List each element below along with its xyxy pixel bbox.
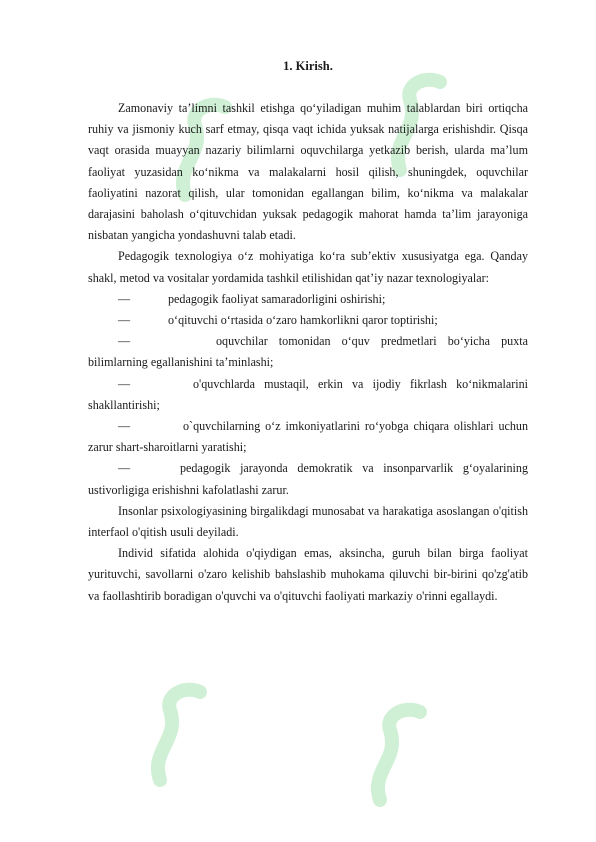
list-item <box>88 310 528 331</box>
list-item <box>88 374 528 416</box>
list-item-text: oquvchilar tomonidan o‘quv predmetlari bo‘yicha puxta bilimlarning egallanishini ta’minlashi; <box>88 334 528 370</box>
paragraph-intro: Zamonaviy ta’limni tashkil etishga qo‘yiladigan muhim talablardan biri ortiqcha ruhiy va jismoniy kuch sarf etmay, qisqa vaqt ichida yuksak natijalarga erishishdir. Qisqa vaqt orasida muayyan nazariy bilimlarni oquvchilarga yetkazib berish, ularda ma’lum faoliyat yuzasidan ko‘nikma va malakalarni hosil qilish, shuningdek, oquvchilar faoliyatini nazorat qilish, ular tomonidan egallangan bilim, ko‘nikma va malakalar darajasini baholash o‘qituvchidan yuksak pedagogik mahorat hamda ta’lim jarayoniga nisbatan yangicha yondashuvni talab etadi. <box>88 101 528 243</box>
list-dash: — <box>118 291 131 306</box>
list-dash: — <box>118 334 131 349</box>
list-item <box>88 416 528 458</box>
list-item-text: o'quvchlarda mustaqil, erkin va ijodiy fikrlash ko‘nikmalarini shakllantirishi; <box>88 376 528 412</box>
watermark-logo <box>140 680 220 790</box>
list-item-text: o`quvchilarning o‘z imkoniyatlarini ro‘yobga chiqara olishlari uchun zarur shart-sharoitlarni yaratishi; <box>88 419 528 455</box>
list-item <box>88 331 528 373</box>
watermark-logo <box>360 700 440 810</box>
list-dash: — <box>118 376 131 391</box>
list-item-text: o‘qituvchi o‘rtasida o‘zaro hamkorlikni qaror toptirishi; <box>168 313 438 328</box>
paragraph-individual: Individ sifatida alohida o'qiydigan emas, aksincha, guruh bilan birga faoliyat yurituvchi, savollarni o'zaro kelishib bahslashib muhokama qiluvchi bir-birini qo'zg'atib va faollashtirib boradigan o'quvchi va o'qituvchi faoliyati markaziy o'rinni egallaydi. <box>88 546 528 603</box>
list-item <box>88 289 528 310</box>
list-item <box>88 458 528 500</box>
list-dash: — <box>118 461 131 476</box>
list-item-text: pedagogik jarayonda demokratik va insonparvarlik g‘oyalarining ustivorligiga erishishni kafolatlashi zarur. <box>88 461 528 497</box>
list-dash: — <box>118 313 131 328</box>
list-dash: — <box>118 419 131 434</box>
list-item-text: pedagogik faoliyat samaradorligini oshirishi; <box>168 291 386 306</box>
paragraph-pedagogical-technology: Pedagogik texnologiya o‘z mohiyatiga ko‘ra sub’ektiv xususiyatga ega. Qanday shakl, metod va vositalar yordamida tashkil etilishidan qat’iy nazar texnologiyalar: <box>88 249 528 285</box>
section-heading: 1. Kirish. <box>283 59 333 73</box>
paragraph-interactive-method: Insonlar psixologiyasining birgalikdagi munosabat va harakatiga asoslangan o'qitish interfaol o'qitish usuli deyiladi. <box>88 503 528 540</box>
document-page <box>88 56 528 607</box>
